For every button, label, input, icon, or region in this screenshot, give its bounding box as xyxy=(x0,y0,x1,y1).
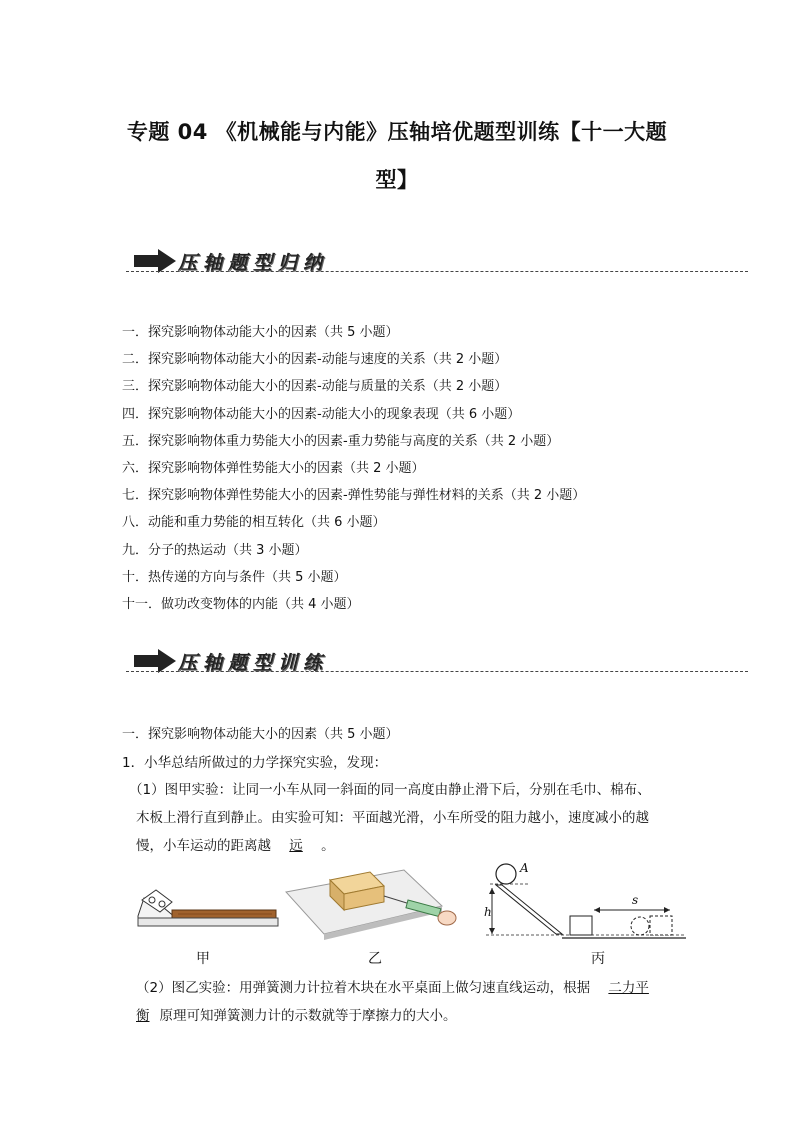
dashed-rule xyxy=(126,271,748,272)
figure-caption: 甲 xyxy=(196,951,210,967)
figure-caption: 丙 xyxy=(591,951,605,967)
toc-item: 六．探究影响物体弹性势能大小的因素（共 2 小题） xyxy=(122,460,425,476)
answer-blank: 二力平 xyxy=(608,980,649,996)
figure-caption: 乙 xyxy=(368,951,382,967)
banner-label: 压轴题型训练 xyxy=(178,652,329,674)
banner-label: 压轴题型归纳 xyxy=(178,252,329,274)
section-heading: 一．探究影响物体动能大小的因素（共 5 小题） xyxy=(122,727,399,742)
figure-bing xyxy=(482,858,692,942)
text-segment: 原理可知弹簧测力计的示数就等于摩擦力的大小。 xyxy=(159,1008,457,1024)
arrow-icon xyxy=(134,249,176,273)
question-text: 木板上滑行直到静止。由实验可知：平面越光滑，小车所受的阻力越小，速度减小的越 xyxy=(136,810,649,826)
toc-item: 七．探究影响物体弹性势能大小的因素-弹性势能与弹性材料的关系（共 2 小题） xyxy=(122,488,586,504)
figure-yi xyxy=(284,862,462,942)
page-title-line2: 型】 xyxy=(375,168,419,192)
question-text xyxy=(136,834,335,854)
toc-item: 九．分子的热运动（共 3 小题） xyxy=(122,542,308,558)
question-text: （1）图甲实验：让同一小车从同一斜面的同一高度由静止滑下后，分别在毛巾、棉布、 xyxy=(129,782,651,798)
text-segment: （2）图乙实验：用弹簧测力计拉着木块在水平桌面上做匀速直线运动，根据 xyxy=(136,980,591,996)
answer-blank: 衡 xyxy=(136,1008,150,1024)
topic-list xyxy=(122,323,722,622)
toc-item: 一．探究影响物体动能大小的因素（共 5 小题） xyxy=(122,325,399,340)
text-segment: 。 xyxy=(321,838,335,854)
figure-jia xyxy=(132,880,280,942)
section-banner-summary xyxy=(126,245,748,285)
answer-blank: 远 xyxy=(289,838,303,854)
label-h: h xyxy=(484,905,492,919)
question-text xyxy=(136,1004,457,1024)
question-stem: 1．小华总结所做过的力学探究实验，发现： xyxy=(122,755,388,771)
text-segment: 慢，小车运动的距离越 xyxy=(136,838,271,854)
toc-item: 三．探究影响物体动能大小的因素-动能与质量的关系（共 2 小题） xyxy=(122,379,508,395)
question-text xyxy=(136,976,653,996)
toc-item: 十一．做功改变物体的内能（共 4 小题） xyxy=(122,596,360,612)
arrow-icon xyxy=(134,649,176,673)
dashed-rule xyxy=(126,671,748,672)
page-title-line1: 专题 04 《机械能与内能》压轴培优题型训练【十一大题 xyxy=(126,120,668,144)
toc-item: 二．探究影响物体动能大小的因素-动能与速度的关系（共 2 小题） xyxy=(122,352,508,368)
toc-item: 五．探究影响物体重力势能大小的因素-重力势能与高度的关系（共 2 小题） xyxy=(122,433,560,449)
toc-item: 十．热传递的方向与条件（共 5 小题） xyxy=(122,569,347,585)
label-s: s xyxy=(632,893,639,907)
section-banner-training xyxy=(126,645,748,685)
toc-item: 四．探究影响物体动能大小的因素-动能大小的现象表现（共 6 小题） xyxy=(122,406,521,422)
toc-item: 八．动能和重力势能的相互转化（共 6 小题） xyxy=(122,515,386,531)
label-A: A xyxy=(520,861,529,875)
